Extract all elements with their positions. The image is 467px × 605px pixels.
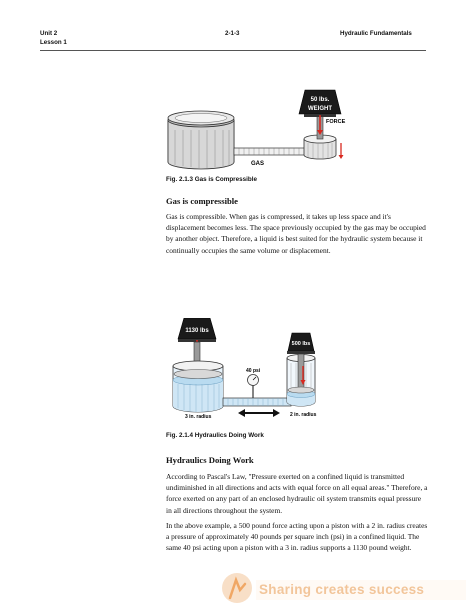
page-number: 2-1-3 (225, 30, 240, 37)
pressure-gauge (246, 368, 261, 398)
gas-label: GAS (251, 161, 265, 167)
weight-block (299, 90, 341, 117)
weight-label-2: WEIGHT (308, 106, 332, 112)
figure2-caption: Fig. 2.1.4 Hydraulics Doing Work (166, 432, 264, 439)
gas-compressible-figure (165, 85, 365, 177)
weight-label-1: 50 lbs. (310, 97, 330, 103)
large-cylinder (173, 361, 223, 412)
header-divider (40, 50, 426, 51)
force-label: FORCE (326, 119, 346, 125)
left-radius-label: 3 in. radius (185, 414, 212, 418)
header-unit: Unit 2 (40, 30, 58, 37)
gas-tank (168, 111, 234, 169)
big-weight (178, 318, 216, 342)
big-weight-label: 1130 lbs (185, 328, 209, 334)
hydraulics-figure (166, 318, 336, 418)
section2-para2: In the above example, a 500 pound force acting upon a piston with a 2 in. radius creates a pressure of approximately 40 pounds per square inch (psi) in a confined liquid. The same 40 psi acting upon a piston with a 3 in. radius supports a 1130 pound weight. (166, 520, 428, 553)
right-radius-label: 2 in. radius (290, 412, 317, 418)
gas-pipe (234, 148, 306, 155)
section2-heading: Hydraulics Doing Work (166, 455, 254, 465)
section1-body (166, 211, 428, 256)
small-weight (287, 333, 315, 354)
small-weight-label: 500 lbs (291, 341, 311, 347)
section2-para1: According to Pascal's Law, "Pressure exerted on a confined liquid is transmitted undiminished in all directions and acts with equal force on all equal areas." Therefore, a force exerted on any part of an enclosed hydraulic oil system transmits equal pressure in all directions throughout the system. (166, 472, 428, 515)
section2-body (166, 471, 428, 553)
figure1-caption: Fig. 2.1.3 Gas is Compressible (166, 176, 257, 183)
double-arrow (238, 409, 280, 417)
header-lesson: Lesson 1 (40, 39, 67, 46)
liquid-pipe (223, 398, 291, 406)
watermark-text: Sharing creates success (259, 582, 425, 597)
section1-body-text: Gas is compressible. When gas is compressed, it takes up less space and it's displacement becomes less. The space previously occupied by the gas may be occupied by another object. Therefore, a liquid is best suited for the hydraulic system because it continually occupies the same volume or displacement. (166, 212, 426, 255)
gauge-label: 40 psi (246, 368, 261, 374)
section-title: Hydraulic Fundamentals (340, 30, 412, 37)
section1-heading: Gas is compressible (166, 196, 238, 206)
